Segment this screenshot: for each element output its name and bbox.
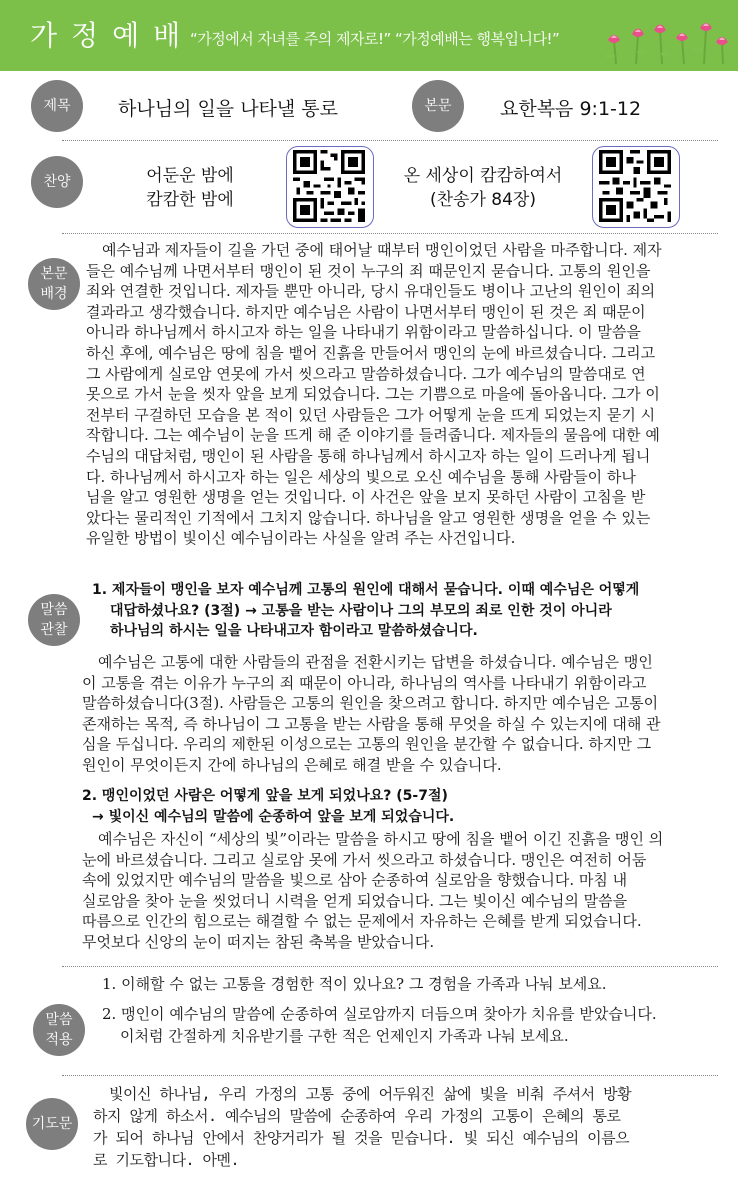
background-line: 작합니다. 그는 예수님이 눈을 뜨게 해 준 이야기를 들려줍니다. 제자들의 물음에 대한 예 (86, 426, 660, 445)
divider (62, 1075, 718, 1076)
answer-line: 말씀하셨습니다(3절). 사람들은 고통의 원인을 찾으려고 합니다. 하지만 예수님은 고통이 (82, 694, 659, 713)
application-label-badge: 말씀 적용 (33, 1004, 85, 1056)
qr-code-icon (291, 150, 367, 222)
qr-code-icon (597, 150, 673, 222)
answer-2-text (82, 829, 708, 953)
background-line: 아니라 하나님께서 하시고자 하는 일을 나타내기 위함이라고 말씀하십니다. 이 말씀을 (86, 323, 641, 342)
divider (62, 140, 718, 141)
answer-line: 실로암을 찾아 눈을 씻었더니 시력을 얻게 되었습니다. 그는 빛이신 예수님의 말씀을 (82, 891, 628, 910)
background-line: 하신 후에, 예수님은 땅에 침을 뱉어 진흙을 만들어서 맹인의 눈에 바르셨습니다. 그리고 (86, 343, 656, 362)
hymn-label-badge: 찬양 (31, 156, 83, 208)
background-line: 전부터 구걸하던 모습을 본 적이 있던 사람들은 그가 어떻게 눈을 뜨게 되었는지 묻기 시 (86, 405, 656, 424)
question-line: 대답하셨나요? (3절) → 고통을 받는 사람이나 그의 부모의 죄로 인한 것이 아니라 (110, 602, 612, 619)
tulip-flowers-icon (602, 18, 730, 66)
question-2 (82, 786, 454, 827)
background-line: 예수님과 제자들이 길을 가던 중에 태어날 때부터 맹인이었던 사람을 마주합니다. 제자 (102, 241, 662, 259)
answer-line: 속에 있었지만 예수님의 말씀을 빛으로 삼아 순종하여 실로암을 향했습니다. 마침 내 (82, 871, 628, 890)
answer-line: 무엇보다 신앙의 눈이 떠지는 참된 축복을 받았습니다. (82, 932, 435, 951)
background-line: 못으로 가서 눈을 씻자 앞을 보게 되었습니다. 그는 기쁨으로 마을에 돌아옵니다. 그가 이 (86, 385, 660, 404)
question-line: 2. 맹인이었던 사람은 어떻게 앞을 보게 되었나요? (5-7절) (82, 788, 448, 804)
background-line: 들은 예수님께 나면서부터 맹인이 된 것이 누구의 죄 때문인지 묻습니다. 고통의 원인을 (86, 261, 651, 280)
application-item: 1. 이해할 수 없는 고통을 경험한 적이 있나요? 그 경험을 가족과 나눠 보세요. (102, 975, 607, 993)
prayer-line: 하지 않게 하소서. 예수님의 말씀에 순종하여 우리 가정의 고통이 은혜의 통로 (93, 1107, 621, 1125)
header-banner (0, 0, 738, 71)
question-line: 1. 제자들이 맹인을 보자 예수님께 고통의 원인에 대해서 묻습니다. 이때 예수님은 어떻게 (92, 582, 640, 598)
question-1 (92, 580, 639, 642)
background-line: 유일한 방법이 빛이신 예수님이라는 사실을 알려 주는 사건입니다. (86, 529, 516, 548)
answer-line: 존재하는 목적, 즉 하나님이 그 고통을 받는 사람을 통해 무엇을 하실 수 있는지에 대해 관 (82, 714, 661, 733)
answer-line: 눈에 바르셨습니다. 그리고 실로암 못에 가서 씻으라고 하셨습니다. 맹인은 여전히 어둠 (82, 850, 647, 869)
prayer-label-badge: 기도문 (26, 1098, 78, 1150)
hymn-first: 어둔운 밤에 캄캄한 밤에 (146, 166, 234, 210)
answer-line: 심을 두십니다. 우리의 제한된 이성으로는 고통의 원인을 분간할 수 없습니다. 하지만 그 (82, 735, 652, 754)
text-label-badge: 본문 (412, 80, 464, 132)
page-title: 가정예배 (30, 19, 195, 52)
scripture-passage: 요한복음 9:1-12 (500, 98, 642, 120)
answer-line: 원인이 무엇이든지 간에 하나님의 은혜로 해결 받을 수 있습니다. (82, 755, 502, 774)
observation-label-badge: 말씀 관찰 (28, 594, 80, 646)
background-line: 그 사람에게 실로암 연못에 가서 씻으라고 말씀하셨습니다. 그가 예수님의 말씀대로 연 (86, 364, 646, 383)
answer-line: 예수님은 고통에 대한 사람들의 관점을 전환시키는 답변을 하셨습니다. 예수님은 맹인 (98, 653, 653, 671)
prayer-text (93, 1083, 707, 1171)
background-line: 결과라고 생각했습니다. 하지만 예수님은 사람이 나면서부터 맹인이 된 것은 죄 때문이 (86, 302, 646, 321)
background-line: 죄와 연결한 것입니다. 제자들 뿐만 아니라, 당시 유대인들도 병이나 고난의 원인이 죄의 (86, 282, 656, 301)
hymn-qr-code-2[interactable] (592, 146, 680, 228)
prayer-line: 빛이신 하나님, 우리 가정의 고통 중에 어두워진 삶에 빛을 비춰 주셔서 방황 (109, 1085, 632, 1103)
hymn-second: 온 세상이 캄캄하여서 (찬송가 84장) (403, 166, 563, 210)
background-label-badge: 본문 배경 (28, 258, 80, 310)
prayer-line: 가 되어 하나님 안에서 찬양거리가 될 것을 믿습니다. 빛 되신 예수님의 이름으 (93, 1129, 630, 1147)
divider (62, 966, 718, 967)
background-line: 다. 하나님께서 하시고자 하는 일은 세상의 빛으로 오신 예수님을 통해 사람들이 하나 (86, 467, 636, 486)
prayer-line: 로 기도합니다. 아멘. (93, 1151, 240, 1169)
title-label-badge: 제목 (31, 80, 83, 132)
application-item: 이처럼 간절하게 치유받기를 구한 적은 언제인지 가족과 나눠 보세요. (120, 1027, 569, 1045)
question-line: → 빛이신 예수님의 말씀에 순종하여 앞을 보게 되었습니다. (92, 808, 455, 825)
background-line: 님을 알고 영원한 생명을 얻는 것입니다. 이 사건은 앞을 보지 못하던 사람이 고침을 받 (86, 488, 646, 507)
sermon-title: 하나님의 일을 나타낼 통로 (118, 98, 339, 120)
answer-line: 따름으로 인간의 힘으로는 해결할 수 없는 문제에서 자유하는 은혜를 받게 되었습니다. (82, 912, 642, 931)
background-line: 수님의 대답처럼, 맹인이 된 사람을 통해 하나님께서 하시고자 하는 일이 드러나게 됩니 (86, 446, 651, 465)
application-item: 2. 맹인이 예수님의 말씀에 순종하여 실로암까지 더듬으며 찾아가 치유를 받았습니다. (102, 1005, 657, 1023)
application-list (102, 973, 714, 1047)
answer-line: 이 고통을 겪는 이유가 누구의 죄 때문이 아니라, 하나님의 역사를 나타내기 위함이라고 (82, 673, 647, 692)
answer-1-text (82, 652, 708, 776)
header-slogan: “가정에서 자녀를 주의 제자로!” “가정예배는 행복입니다!” (190, 30, 560, 48)
background-text (86, 240, 708, 549)
hymn-qr-code-1[interactable] (286, 146, 374, 228)
answer-line: 예수님은 자신이 “세상의 빛”이라는 말씀을 하시고 땅에 침을 뱉어 이긴 진흙을 맹인 의 (98, 830, 664, 848)
question-line: 하나님의 하시는 일을 나타내고자 함이라고 말씀하셨습니다. (110, 623, 478, 640)
divider (62, 233, 718, 234)
background-line: 았다는 물리적인 기적에서 그치지 않습니다. 하나님을 알고 영원한 생명을 얻을 수 있는 (86, 508, 651, 527)
